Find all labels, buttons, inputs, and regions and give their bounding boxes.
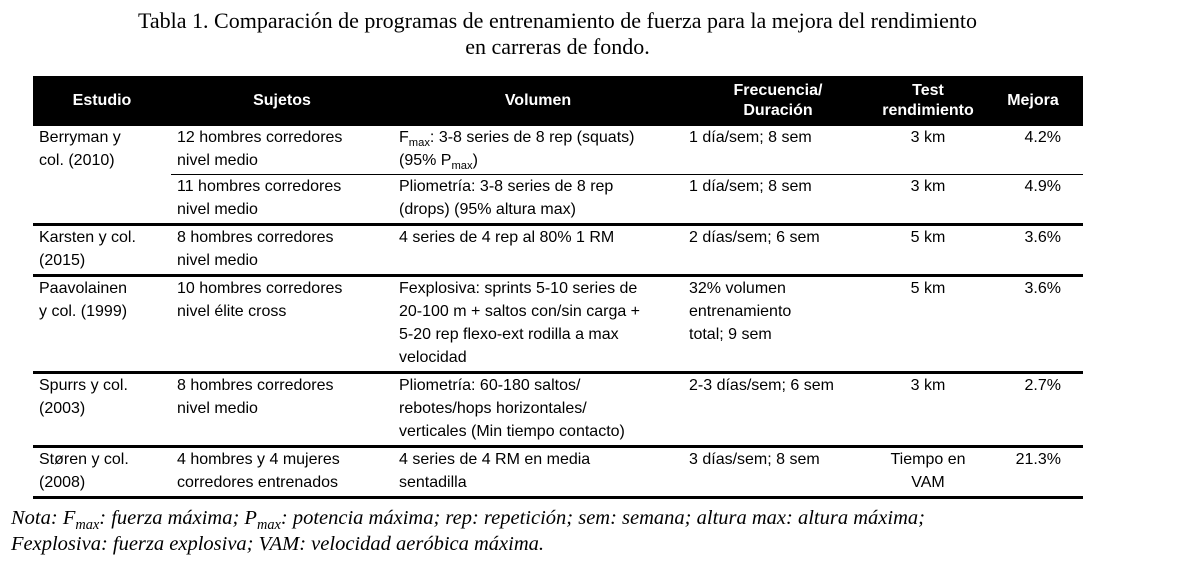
- cell-sujetos: 8 hombres corredores nivel medio: [171, 373, 393, 447]
- cell-volumen: Fexplosiva: sprints 5-10 series de 20-100 m + saltos con/sin carga + 5-20 rep flexo-ext rodilla a max velocidad: [393, 276, 683, 373]
- cell-mejora: 3.6%: [983, 276, 1083, 373]
- cell-volumen: Pliometría: 3-8 series de 8 rep (drops) (95% altura max): [393, 175, 683, 225]
- cell-test: 3 km: [873, 175, 983, 225]
- cell-study-paavolainen: Paavolainen y col. (1999): [33, 276, 171, 373]
- cell-study-berryman: Berryman y col. (2010): [33, 126, 171, 225]
- cell-volumen: Pliometría: 60-180 saltos/ rebotes/hops horizontales/ verticales (Min tiempo contacto): [393, 373, 683, 447]
- header-test: Test rendimiento: [873, 76, 983, 126]
- note-line-1: Nota: $F_{max}$: fuerza máxima; $P_{max}$: potencia máxima; rep: repetición; sem: semana; altura max: altura máxima;: [11, 507, 925, 534]
- table-row-berryman-2: [33, 175, 1083, 225]
- comparison-table: [33, 76, 1083, 499]
- cell-sujetos: 4 hombres y 4 mujeres corredores entrenados: [171, 447, 393, 498]
- table-row-karsten: [33, 225, 1083, 276]
- cell-study-spurrs: Spurrs y col. (2003): [33, 373, 171, 447]
- header-estudio: Estudio: [33, 76, 171, 126]
- header-frecuencia: Frecuencia/ Duración: [683, 76, 873, 126]
- table-row-spurrs: [33, 373, 1083, 447]
- table-row-paavolainen: [33, 276, 1083, 373]
- cell-test: 3 km: [873, 126, 983, 175]
- cell-volumen: 4 series de 4 RM en media sentadilla: [393, 447, 683, 498]
- cell-study-storen: Støren y col. (2008): [33, 447, 171, 498]
- cell-sujetos: 8 hombres corredores nivel medio: [171, 225, 393, 276]
- cell-frecuencia: 1 día/sem; 8 sem: [683, 175, 873, 225]
- header-sujetos: Sujetos: [171, 76, 393, 126]
- cell-test: Tiempo en VAM: [873, 447, 983, 498]
- cell-volumen: $F_{max}$: 3-8 series de 8 rep (squats) (95% $P_{max}$): [393, 126, 683, 175]
- caption-line-2: en carreras de fondo.: [465, 34, 650, 59]
- header-volumen: Volumen: [393, 76, 683, 126]
- cell-mejora: 2.7%: [983, 373, 1083, 447]
- caption-line-1: Tabla 1. Comparación de programas de entrenamiento de fuerza para la mejora del rendimiento: [138, 8, 977, 33]
- table-caption: [0, 8, 1115, 60]
- cell-sujetos: 12 hombres corredores nivel medio: [171, 126, 393, 175]
- cell-sujetos: 10 hombres corredores nivel élite cross: [171, 276, 393, 373]
- table-note: [11, 505, 1171, 557]
- table-row-berryman-1: [33, 126, 1083, 175]
- header-row: [33, 76, 1083, 126]
- note-line-2: Fexplosiva: fuerza explosiva; VAM: velocidad aeróbica máxima.: [11, 533, 545, 555]
- cell-sujetos: 11 hombres corredores nivel medio: [171, 175, 393, 225]
- cell-mejora: 4.2%: [983, 126, 1083, 175]
- cell-test: 5 km: [873, 225, 983, 276]
- table-row-storen: [33, 447, 1083, 498]
- cell-mejora: 3.6%: [983, 225, 1083, 276]
- cell-mejora: 21.3%: [983, 447, 1083, 498]
- cell-frecuencia: 1 día/sem; 8 sem: [683, 126, 873, 175]
- cell-frecuencia: 3 días/sem; 8 sem: [683, 447, 873, 498]
- cell-frecuencia: 32% volumen entrenamiento total; 9 sem: [683, 276, 873, 373]
- cell-study-karsten: Karsten y col. (2015): [33, 225, 171, 276]
- cell-volumen: 4 series de 4 rep al 80% 1 RM: [393, 225, 683, 276]
- cell-test: 3 km: [873, 373, 983, 447]
- cell-frecuencia: 2 días/sem; 6 sem: [683, 225, 873, 276]
- cell-mejora: 4.9%: [983, 175, 1083, 225]
- table-header: [33, 76, 1083, 126]
- cell-test: 5 km: [873, 276, 983, 373]
- header-mejora: Mejora: [983, 76, 1083, 126]
- cell-frecuencia: 2-3 días/sem; 6 sem: [683, 373, 873, 447]
